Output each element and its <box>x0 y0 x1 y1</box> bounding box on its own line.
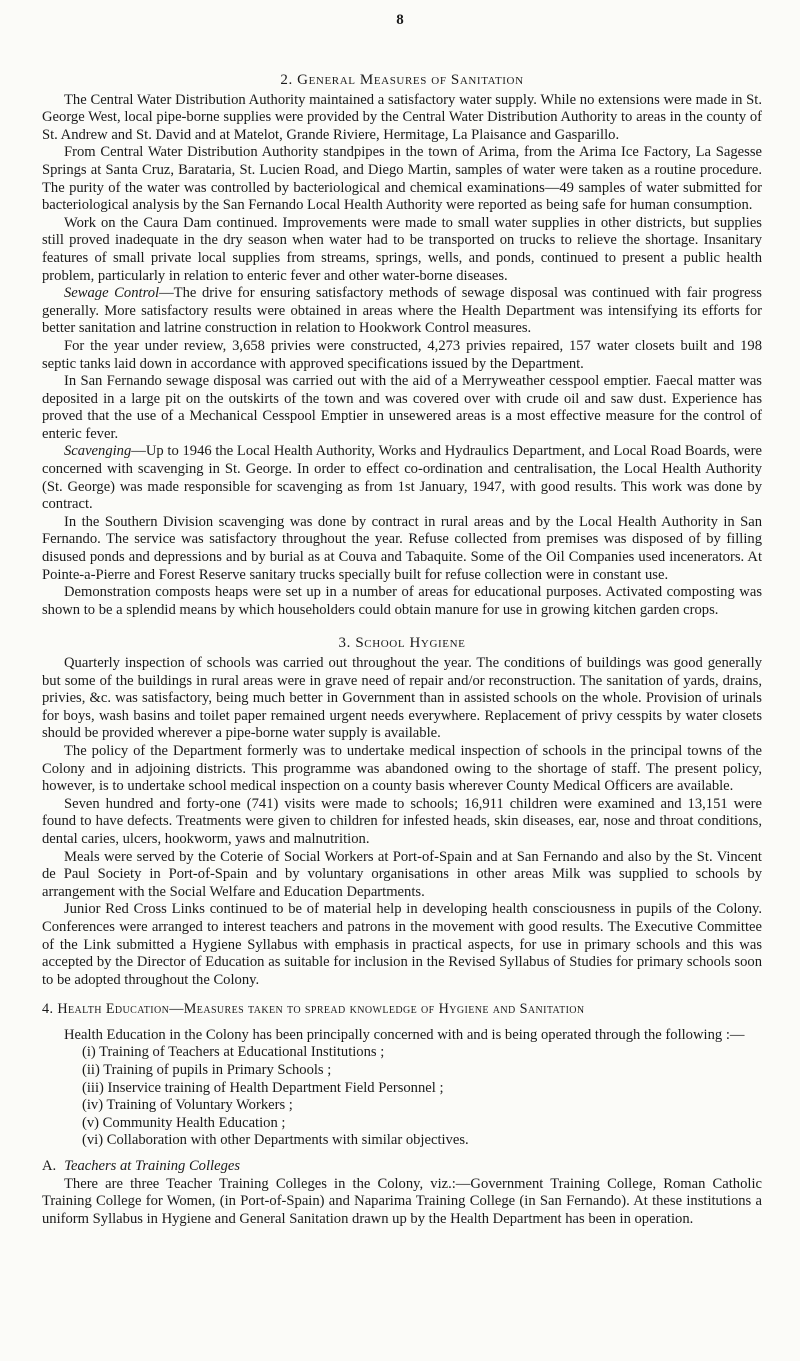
paragraph: Work on the Caura Dam continued. Improvements were made to small water supplies in other districts, but supplies still proved inadequate in the dry season when water had to be transported on trucks to relieve the shortage. Insanitary features of small private local supplies from streams, springs, wells, and ponds, continued to present a public health problem, particularly in relation to enteric fever and other water-borne diseases. <box>42 214 762 284</box>
list-item: (iv) Training of Voluntary Workers ; <box>82 1097 293 1114</box>
paragraph: Demonstration composts heaps were set up in a number of areas for educational purposes. Activated composting was shown to be a splendid means by which householders could obtain manure for use in growing kitchen garden crops. <box>42 584 762 618</box>
list-item: (ii) Training of pupils in Primary Schools ; <box>82 1062 332 1079</box>
scavenging-text: —Up to 1946 the Local Health Authority, Works and Hydraulics Department, and Local Road Boards, were concerned with scavenging in St. George. In order to effect co-ordination and centralisation, the Local Health Authority (St. George) was made responsible for scavenging as from 1st January, 1947, with good results. This work was done by contract. <box>42 443 762 513</box>
sewage-control-text: —The drive for ensuring satisfactory methods of sewage disposal was continued with fair progress generally. More satisfactory results were obtained in areas where the Health Department was intensifying its efforts for better sanitation and latrine construction in relation to Hookwork Control measures. <box>42 285 762 337</box>
section-heading-sanitation: 2. General Measures of Sanitation <box>280 72 524 88</box>
paragraph: There are three Teacher Training Colleges in the Colony, viz.:—Government Training College, Roman Catholic Training College for Women, (in Port-of-Spain) and Naparima Training College (in San Fernando). At these institutions a uniform Syllabus in Hygiene and General Sanitation drawn up by the Health Department has been in operation. <box>42 1175 762 1227</box>
list-item: (i) Training of Teachers at Educational Institutions ; <box>82 1044 385 1061</box>
list-item: (vi) Collaboration with other Departments with similar objectives. <box>82 1132 469 1149</box>
subheading-teachers <box>42 1158 762 1176</box>
section-heading-health-education: 4. Health Education—Measures taken to spread knowledge of Hygiene and Sanitation <box>42 1001 585 1018</box>
paragraph: In San Fernando sewage disposal was carried out with the aid of a Merryweather cesspool emptier. Faecal matter was deposited in a large pit on the outskirts of the town and was covered over with crude oil and saw dust. Experience has proved that the use of a Mechanical Cesspool Emptier in unsewered areas is a most effective measure for the control of enteric fever. <box>42 373 762 442</box>
list-item: (iii) Inservice training of Health Department Field Personnel ; <box>82 1079 444 1096</box>
paragraph: From Central Water Distribution Authority standpipes in the town of Arima, from the Arima Ice Factory, La Sagesse Springs at Santa Cruz, Barataria, St. Lucien Road, and Diego Martin, samples of water were taken as a routine procedure. The purity of the water was controlled by bacteriological and chemical examinations—49 samples of water submitted for bacteriological analysis by the San Fernando Local Health Authority were reported as being safe for human consumption. <box>42 144 762 214</box>
paragraph-scavenging <box>42 443 762 513</box>
page-content <box>42 72 762 1228</box>
list-item: (v) Community Health Education ; <box>82 1114 286 1131</box>
paragraph: The Central Water Distribution Authority maintained a satisfactory water supply. While no extensions were made in St. George West, local pipe-borne supplies were provided by the Central Water Distribution Authority to areas in the county of St. Andrew and St. David and at Matelot, Grande Riviere, Hermitage, La Plaisance and Gasparillo. <box>42 91 762 143</box>
lead-sewage-control: Sewage Control <box>64 285 160 302</box>
paragraph: For the year under review, 3,658 privies were constructed, 4,273 privies repaired, 157 water closets built and 198 septic tanks laid down in accordance with approved specifications issued by the Department. <box>42 337 762 372</box>
subheading-text: Teachers at Training Colleges <box>64 1158 241 1175</box>
section-heading-school-hygiene: 3. School Hygiene <box>338 635 466 652</box>
paragraph: Quarterly inspection of schools was carried out throughout the year. The conditions of buildings was good generally but some of the buildings in rural areas were in grave need of repair and/or reconstruction. The sanitation of yards, drains, privies, &c. was satisfactory, being much better in Government than in assisted schools on the whole. Provision of urinals for boys, wash basins and toilet paper remained urgent needs everywhere. Replacement of privy cesspits by water closets should be provided wherever a pipe-borne water supply is available. <box>42 655 762 742</box>
paragraph: The policy of the Department formerly was to undertake medical inspection of schools in the principal towns of the Colony and in adjoining districts. This programme was abandoned owing to the shortage of staff. The present policy, however, is to undertake school medical inspection on a county basis wherever County Medical Officers are available. <box>42 742 762 795</box>
paragraph: Seven hundred and forty-one (741) visits were made to schools; 16,911 children were examined and 13,151 were found to have defects. Treatments were given to children for infested heads, skin diseases, ear, nose and throat conditions, dental caries, ulcers, hookworm, yaws and malnutrition. <box>42 795 762 847</box>
paragraph: Junior Red Cross Links continued to be of material help in developing health consciousness in pupils of the Colony. Conferences were arranged to interest teachers and patrons in the movement with good results. The Executive Committee of the Link submitted a Hygiene Syllabus with emphasis in practical aspects, for use in primary schools and this was accepted by the Director of Education as suitable for inclusion in the Revised Syllabus of Studies for primary schools soon to be adopted throughout the Colony. <box>42 901 762 988</box>
paragraph: In the Southern Division scavenging was done by contract in rural areas and by the Local Health Authority in San Fernando. The service was satisfactory throughout the year. Refuse collected from premises was disposed of by filling disused ponds and depressions and by burial as at Couva and Tabaquite. Some of the Oil Companies used incenerators. At Pointe-a-Pierre and Forest Reserve sanitary trucks specially built for refuse collection were in constant use. <box>42 513 762 583</box>
page-number: 8 <box>396 12 404 28</box>
lead-scavenging: Scavenging <box>64 443 132 460</box>
training-list <box>42 1044 762 1150</box>
paragraph-sewage-control <box>42 285 762 338</box>
paragraph: Health Education in the Colony has been principally concerned with and is being operated through the following :— <box>64 1026 745 1043</box>
paragraph: Meals were served by the Coterie of Social Workers at Port-of-Spain and at San Fernando and also by the St. Vincent de Paul Society in Port-of-Spain and by voluntary organisations in other areas Milk was supplied to schools by arrangement with the Social Welfare and Education Departments. <box>42 848 762 900</box>
section-spacer <box>42 619 762 635</box>
subheading-label: A. <box>42 1158 57 1175</box>
